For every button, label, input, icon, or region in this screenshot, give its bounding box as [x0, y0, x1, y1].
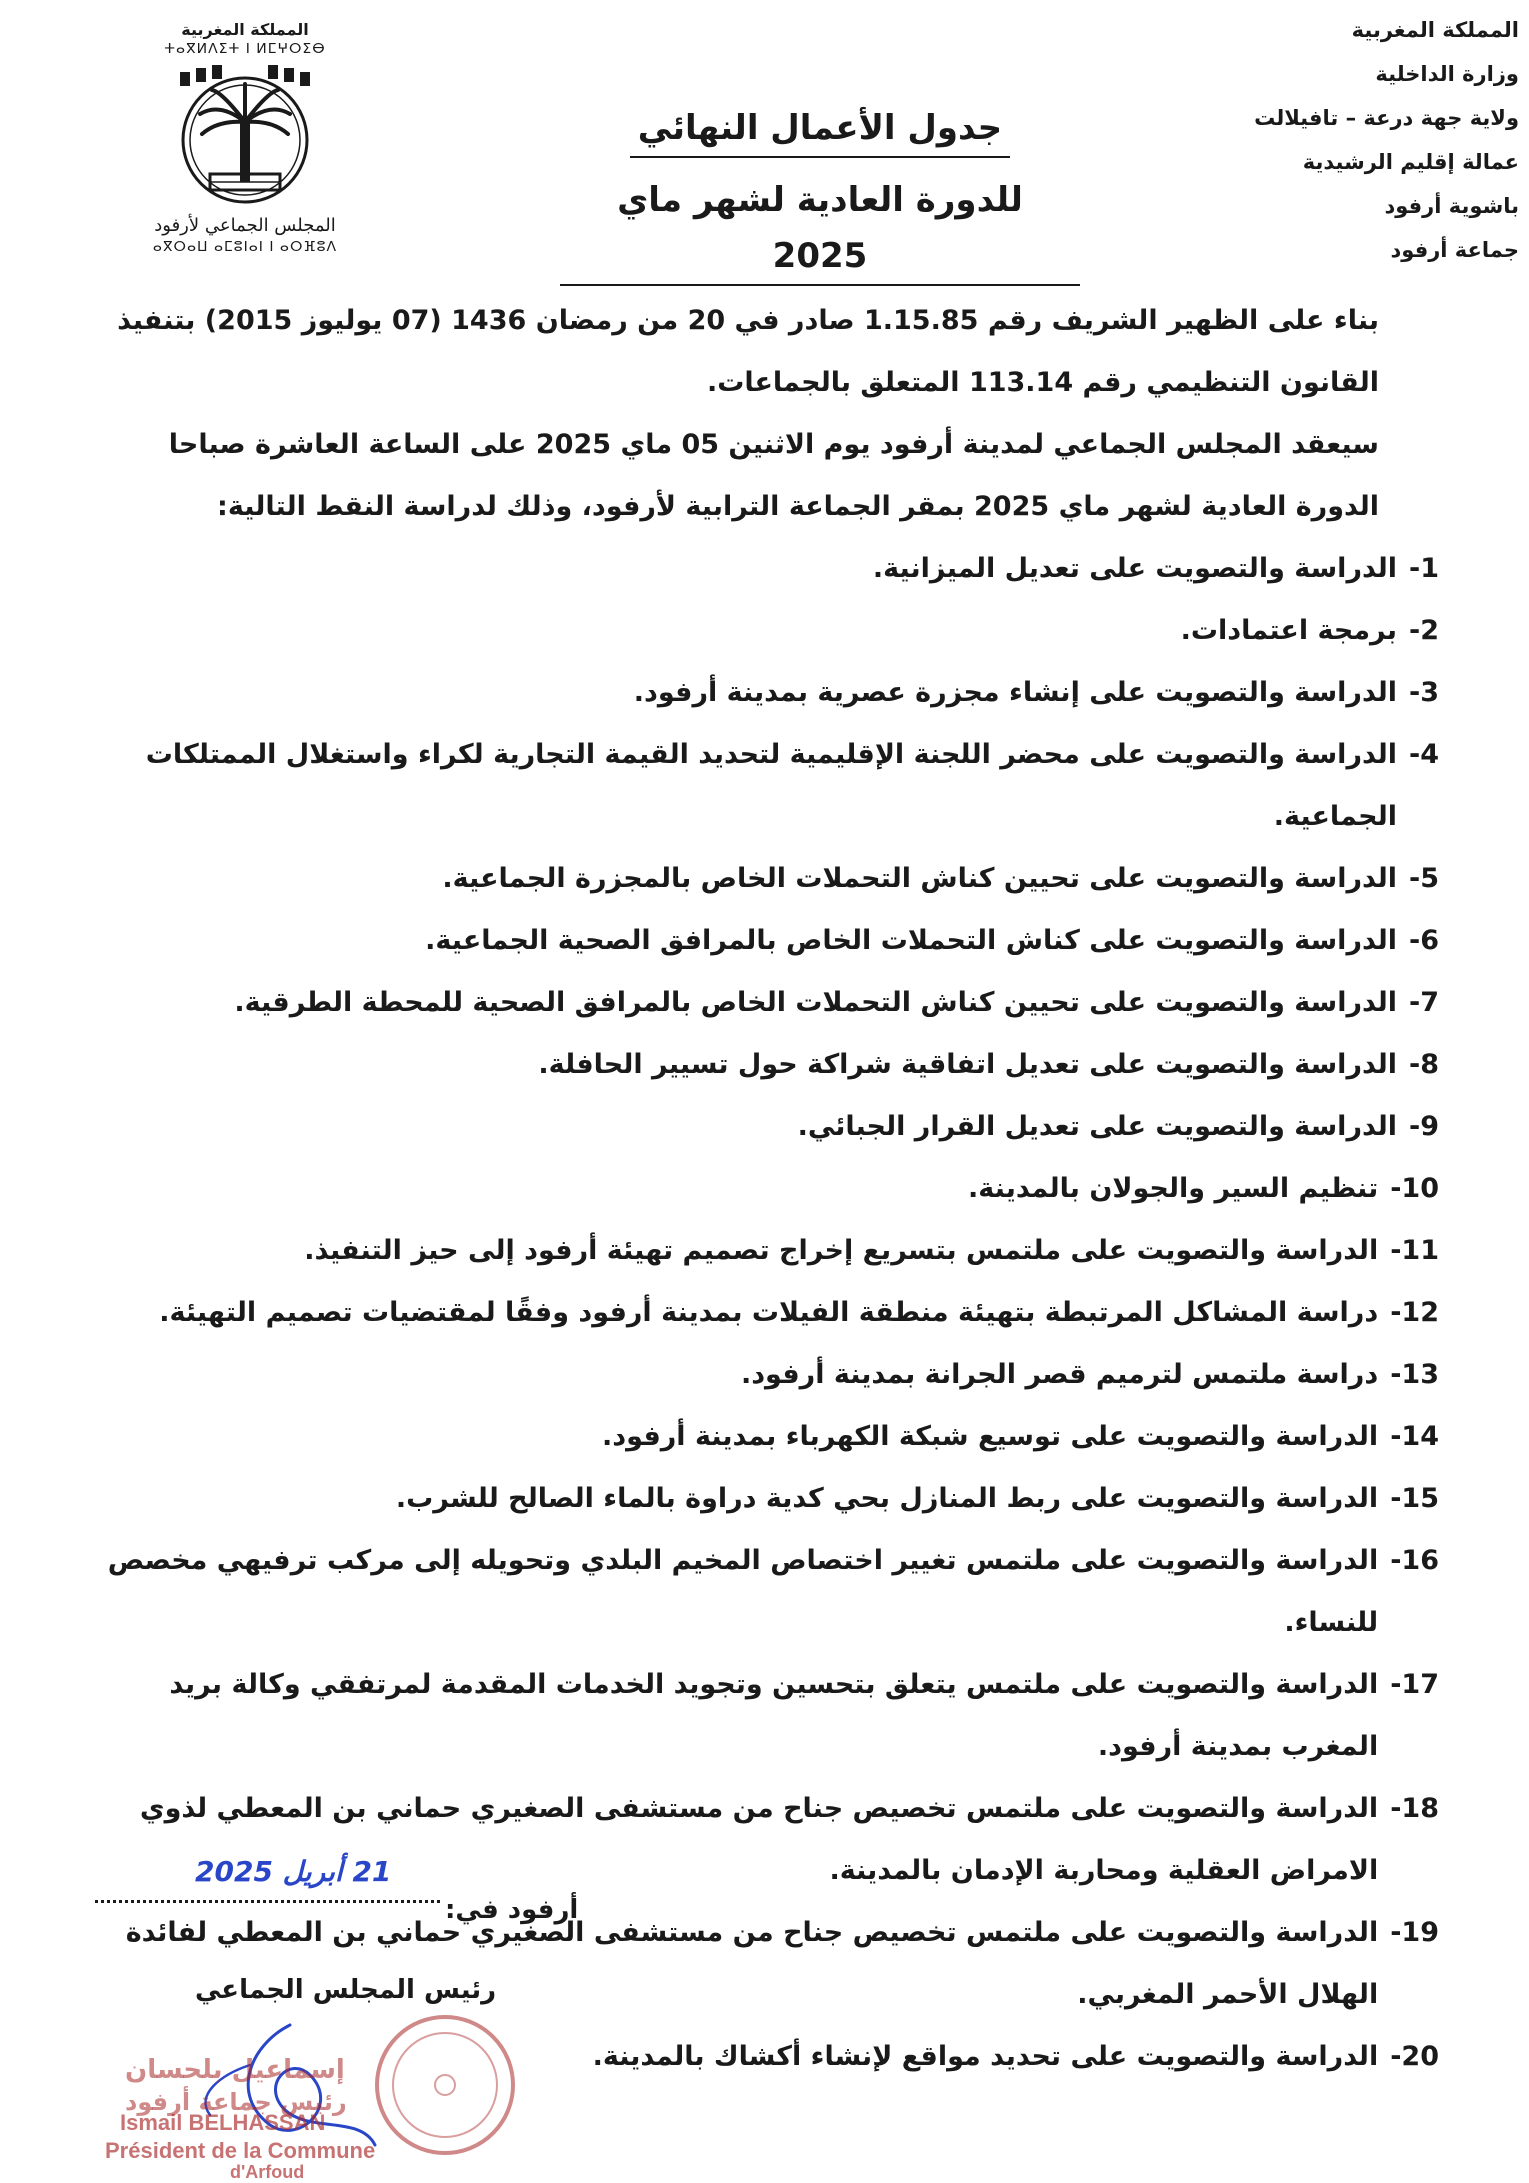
agenda-item-text: الدراسة والتصويت على ملتمس بتسريع إخراج تصميم تهيئة أرفود إلى حيز التنفيذ. — [304, 1235, 1379, 1266]
logo-top-title: المملكة المغربية — [181, 20, 309, 39]
agenda-item-text: الدراسة والتصويت على محضر اللجنة الإقليمية لتحديد القيمة التجارية لكراء واستغلال الممتلكات الجماعية. — [145, 739, 1397, 832]
title-line-session: للدورة العادية لشهر ماي 2025 — [560, 172, 1080, 286]
title-line-agenda: جدول الأعمال النهائي — [630, 100, 1010, 158]
header-line-commune: جماعة أرفود — [1390, 238, 1519, 262]
agenda-item — [99, 1406, 1439, 1468]
agenda-item — [99, 724, 1439, 848]
agenda-item-number: 2- — [1408, 615, 1439, 646]
agenda-item-number: 16- — [1390, 1545, 1439, 1576]
document-title — [560, 100, 1080, 300]
agenda-item — [99, 1158, 1439, 1220]
agenda-item — [99, 1282, 1439, 1344]
agenda-item — [99, 662, 1439, 724]
stamp-arabic-role: رئيس جماعة أرفود — [125, 2088, 347, 2116]
agenda-item-number: 13- — [1390, 1359, 1439, 1390]
stamp-arabic-name: إسماعيل بلحسان — [125, 2055, 345, 2085]
agenda-item-number: 11- — [1390, 1235, 1439, 1266]
header-line-ministry: وزارة الداخلية — [1375, 62, 1519, 86]
agenda-item-text: الدراسة والتصويت على تحيين كناش التحملات الخاص بالمرافق الصحية للمحطة الطرقية. — [234, 987, 1397, 1018]
agenda-item-text: الدراسة والتصويت على تحديد مواقع لإنشاء أكشاك بالمدينة. — [592, 2041, 1379, 2072]
agenda-item — [99, 972, 1439, 1034]
header-line-pashalik: باشوية أرفود — [1384, 194, 1519, 218]
agenda-item — [99, 1468, 1439, 1530]
agenda-body — [99, 290, 1439, 2088]
agenda-item — [99, 1096, 1439, 1158]
agenda-item-text: الدراسة والتصويت على توسيع شبكة الكهرباء بمدينة أرفود. — [602, 1421, 1379, 1452]
agenda-item — [99, 1530, 1439, 1654]
agenda-item-number: 5- — [1408, 863, 1439, 894]
stamp-name: Ismail BELHASSAN — [120, 2110, 326, 2135]
agenda-item-text: الدراسة والتصويت على ملتمس تخصيص جناح من مستشفى الصغيري حماني بن المعطي لذوي الامراض العقلية ومحاربة الإدمان بالمدينة. — [139, 1793, 1379, 1886]
agenda-item-number: 1- — [1408, 553, 1439, 584]
agenda-item-number: 17- — [1390, 1669, 1439, 1700]
agenda-item-text: الدراسة والتصويت على ملتمس تخصيص جناح من مستشفى الصغيري حماني بن المعطي لفائدة الهلال الأحمر المغربي. — [125, 1917, 1379, 2010]
agenda-item — [99, 848, 1439, 910]
agenda-item-text: الدراسة والتصويت على تعديل الميزانية. — [872, 553, 1397, 584]
agenda-item-text: الدراسة والتصويت على ربط المنازل بحي كدية دراوة بالماء الصالح للشرب. — [395, 1483, 1379, 1514]
agenda-item-number: 20- — [1390, 2041, 1439, 2072]
agenda-item — [99, 910, 1439, 972]
header-line-region: ولاية جهة درعة – تافيلالت — [1254, 106, 1519, 130]
agenda-item-number: 18- — [1390, 1793, 1439, 1824]
stamp-role: Président de la Commune — [105, 2138, 376, 2163]
agenda-item-text: الدراسة والتصويت على تحيين كناش التحملات الخاص بالمجزرة الجماعية. — [442, 863, 1397, 894]
agenda-item-text: الدراسة والتصويت على ملتمس تغيير اختصاص المخيم البلدي وتحويله إلى مركب ترفيهي مخصص للنساء. — [107, 1545, 1379, 1638]
agenda-item-text: دراسة المشاكل المرتبطة بتهيئة منطقة الفيلات بمدينة أرفود وفقًا لمقتضيات تصميم التهيئة. — [159, 1297, 1379, 1328]
agenda-item-text: دراسة ملتمس لترميم قصر الجرانة بمدينة أرفود. — [740, 1359, 1379, 1390]
agenda-item — [99, 1654, 1439, 1778]
agenda-item-number: 9- — [1408, 1111, 1439, 1142]
agenda-item-number: 15- — [1390, 1483, 1439, 1514]
place-date-label: أرفود في: — [445, 1895, 579, 1925]
header-line-kingdom: المملكة المغربية — [1351, 18, 1519, 42]
agenda-item-text: الدراسة والتصويت على إنشاء مجزرة عصرية بمدينة أرفود. — [633, 677, 1397, 708]
logo-commune-name-tifinagh: ⴰⴳⵔⴰⵡ ⴰⵎⵓⵏⴰⵏ ⵏ ⴰⵔⴼⵓⴷ — [152, 239, 338, 255]
agenda-item-number: 4- — [1408, 739, 1439, 770]
agenda-item-number: 19- — [1390, 1917, 1439, 1948]
date-dotted-line — [95, 1900, 440, 1903]
logo-top-tifinagh: ⵜⴰⴳⵍⴷⵉⵜ ⵏ ⵍⵎⵖⵔⵉⴱ — [164, 41, 326, 57]
agenda-item-number: 3- — [1408, 677, 1439, 708]
agenda-item-text: الدراسة والتصويت على تعديل القرار الجبائي. — [797, 1111, 1397, 1142]
intro-paragraph-session: سيعقد المجلس الجماعي لمدينة أرفود يوم الاثنين 05 ماي 2025 على الساعة العاشرة صباحا الدورة العادية لشهر ماي 2025 بمقر الجماعة الترابية لأرفود، وذلك لدراسة النقط التالية: — [168, 429, 1379, 522]
logo-commune-name: المجلس الجماعي لأرفود — [154, 215, 336, 236]
agenda-item-text: الدراسة والتصويت على كناش التحملات الخاص بالمرافق الصحية الجماعية. — [425, 925, 1397, 956]
president-title: رئيس المجلس الجماعي — [195, 1975, 497, 2005]
agenda-item-number: 8- — [1408, 1049, 1439, 1080]
agenda-item — [99, 538, 1439, 600]
agenda-item-text: تنظيم السير والجولان بالمدينة. — [968, 1173, 1379, 1204]
agenda-item — [99, 1034, 1439, 1096]
agenda-item — [99, 1220, 1439, 1282]
agenda-item-number: 12- — [1390, 1297, 1439, 1328]
agenda-item-number: 10- — [1390, 1173, 1439, 1204]
palm-emblem-icon — [160, 62, 330, 212]
agenda-item-number: 14- — [1390, 1421, 1439, 1452]
agenda-item-text: الدراسة والتصويت على ملتمس يتعلق بتحسين وتجويد الخدمات المقدمة لمرتفقي وكالة بريد المغرب بمدينة أرفود. — [169, 1669, 1379, 1762]
administrative-header — [1219, 8, 1519, 272]
agenda-item — [99, 1344, 1439, 1406]
stamp-place: d'Arfoud — [230, 2162, 305, 2182]
header-line-province: عمالة إقليم الرشيدية — [1302, 150, 1519, 174]
agenda-item-number: 6- — [1408, 925, 1439, 956]
handwritten-date: 21 أبريل 2025 — [195, 1855, 392, 1888]
agenda-item-text: برمجة اعتمادات. — [1180, 615, 1397, 646]
agenda-item-text: الدراسة والتصويت على تعديل اتفاقية شراكة حول تسيير الحافلة. — [538, 1049, 1397, 1080]
agenda-item-number: 7- — [1408, 987, 1439, 1018]
commune-logo-block — [130, 20, 360, 256]
agenda-item — [99, 600, 1439, 662]
intro-paragraph-legal-basis: بناء على الظهير الشريف رقم 1.15.85 صادر في 20 من رمضان 1436 (07 يوليوز 2015) بتنفيذ القانون التنظيمي رقم 113.14 المتعلق بالجماعات. — [117, 305, 1379, 398]
